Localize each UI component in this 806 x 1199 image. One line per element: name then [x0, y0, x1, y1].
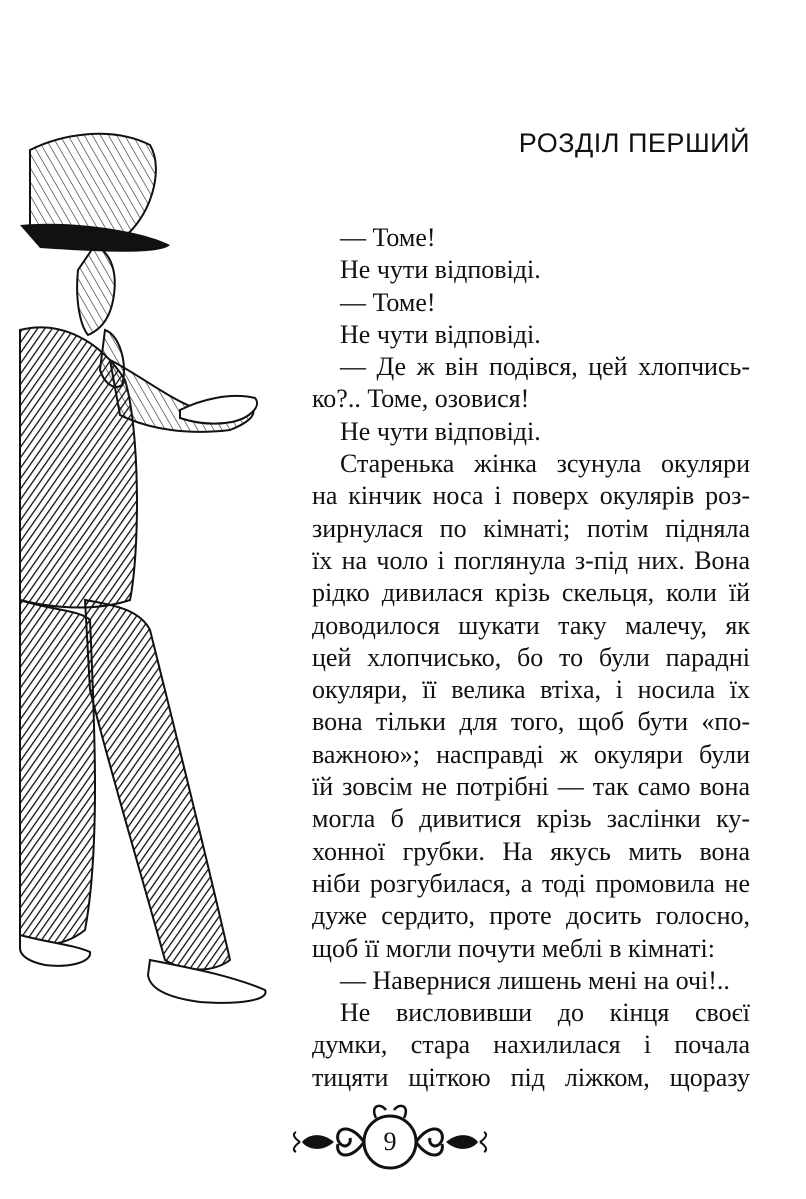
text-line: тицяти щіткою під ліжком, щоразу	[312, 1062, 750, 1092]
chapter-body-text	[312, 222, 750, 1094]
text-line: думки, стара нахилилася і почала	[312, 1030, 750, 1060]
hand-at-mouth-shape	[100, 330, 124, 387]
text-line: Не чути відповіді.	[340, 416, 541, 446]
face-shape	[77, 245, 115, 335]
text-line: окуляри, її велика втіха, і носила їх	[312, 675, 750, 705]
boy-illustration	[0, 130, 330, 1080]
text-line: дуже сердито, проте досить голосно,	[312, 901, 750, 931]
text-line: вона тільки для того, щоб бути «по-	[312, 707, 750, 737]
text-line: ніби розгубилася, а тоді промовила не	[312, 868, 750, 898]
page-footer	[290, 1100, 490, 1180]
text-line: — Томе!	[340, 287, 436, 317]
text-line: їй зовсім не потрібні — так само вона	[312, 772, 750, 802]
text-line: могла б дивитися крізь заслінки ку-	[312, 804, 750, 834]
left-leg-shape	[20, 600, 95, 944]
text-line: — Де ж він подівся, цей хлопчись-	[340, 352, 750, 382]
chapter-title: РОЗДІЛ ПЕРШИЙ	[518, 128, 750, 158]
text-line: хонної грубки. На якусь мить вона	[312, 836, 750, 866]
page-number: 9	[383, 1127, 397, 1156]
text-line: щоб її могли почути меблі в кімнаті:	[312, 933, 715, 963]
text-line: їх на чоло і поглянула з-під них. Вона	[312, 545, 750, 575]
right-leg-shape	[85, 600, 230, 969]
text-line: — Томе!	[340, 223, 436, 252]
text-line: рідко дивилася крізь скельця, коли їй	[312, 578, 750, 608]
text-line: Не чути відповіді.	[340, 319, 541, 349]
text-line: важною»; насправді ж окуляри були	[312, 739, 750, 769]
text-line: доводилося шукати таку малечу, як	[312, 610, 750, 640]
text-line: ко?.. Томе, озовися!	[312, 384, 530, 414]
text-line: зирнулася по кімнаті; потім підняла	[312, 513, 750, 543]
text-line: Старенька жінка зсунула окуляри	[340, 449, 750, 479]
text-line: Не висловивши до кінця своєї	[340, 998, 750, 1028]
text-line: Не чути відповіді.	[340, 255, 541, 285]
text-line: — Навернися лишень мені на очі!..	[340, 965, 730, 995]
text-line: на кінчик носа і поверх окулярів роз-	[312, 481, 750, 511]
text-line: цей хлопчисько, бо то були парадні	[312, 642, 750, 672]
